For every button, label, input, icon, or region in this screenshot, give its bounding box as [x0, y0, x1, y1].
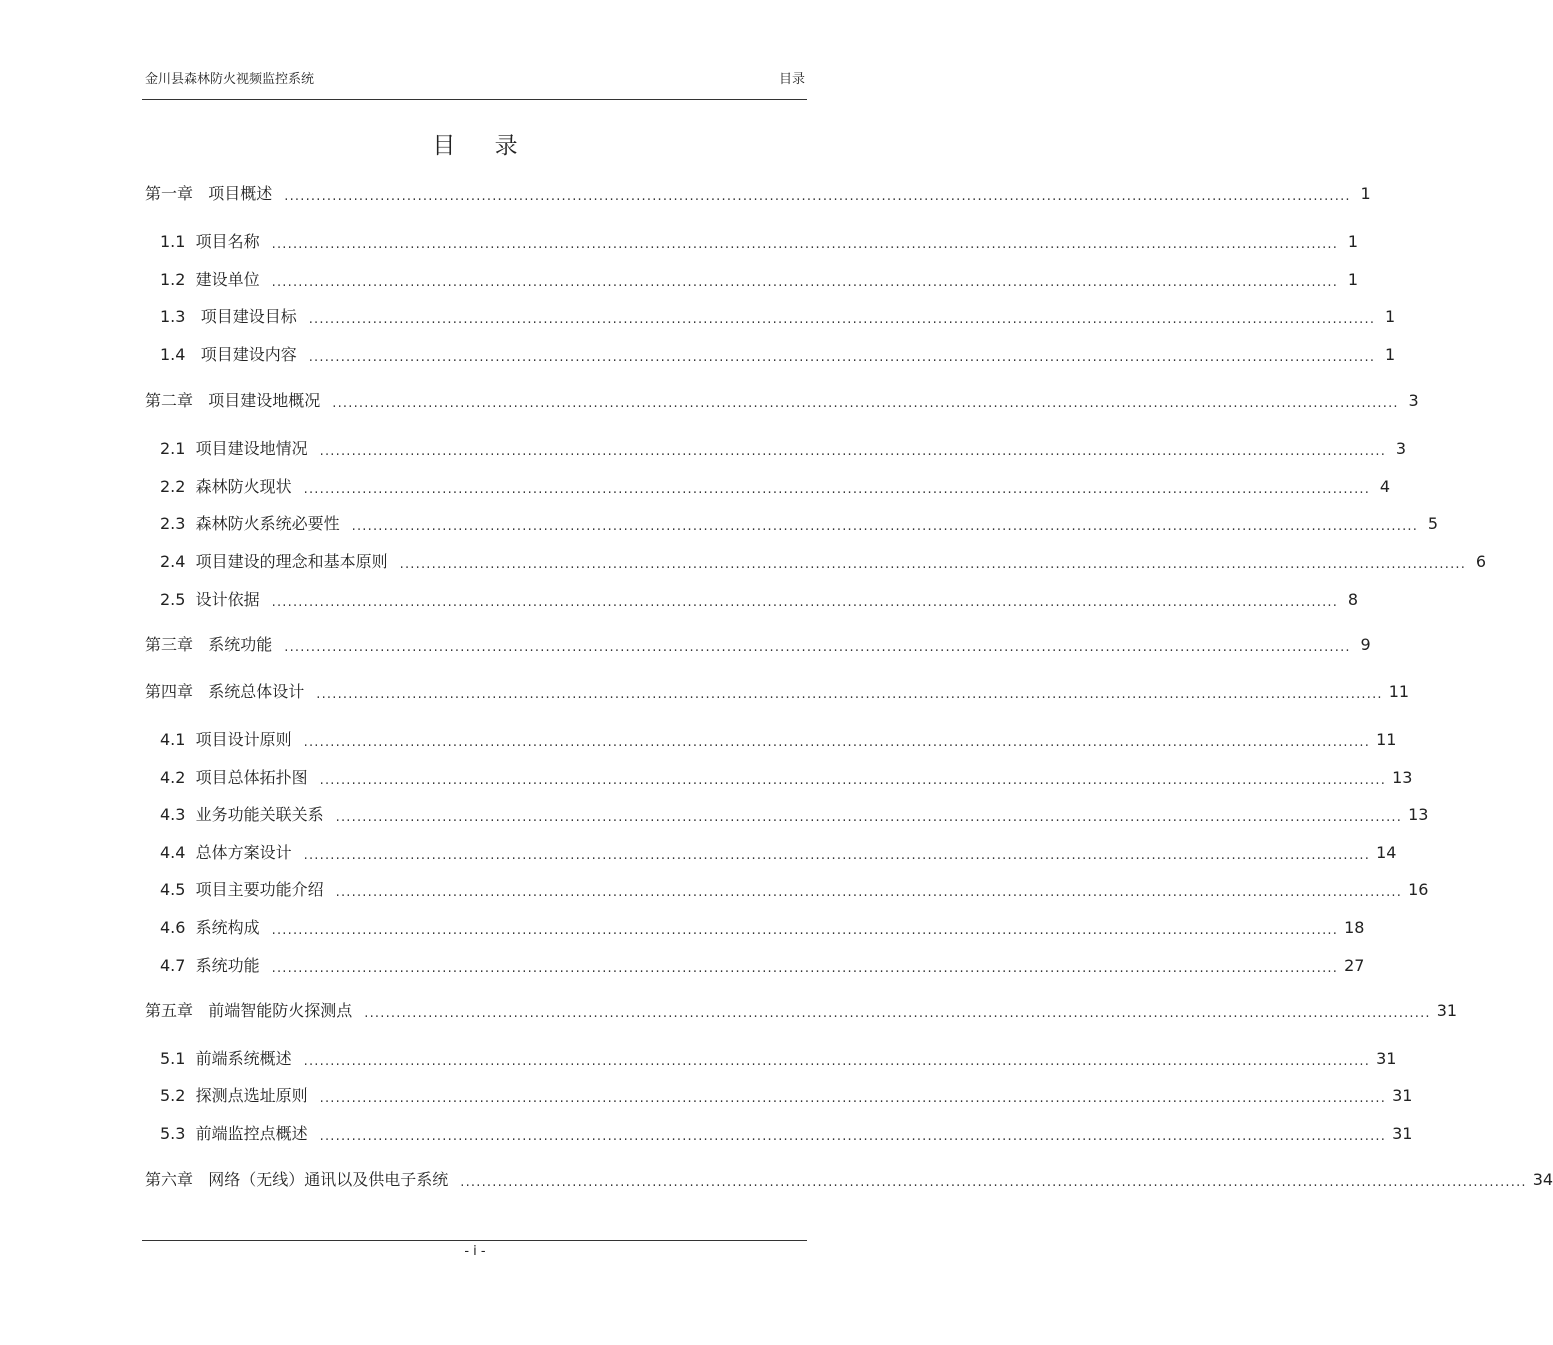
toc-entry-label: 第六章 网络（无线）通讯以及供电子系统 — [145, 1170, 449, 1189]
toc-heading: 目 录 — [432, 133, 534, 159]
toc-entry-label: 1.1 项目名称 — [160, 232, 260, 251]
toc-entry-page: 31 — [1392, 1086, 1413, 1105]
toc-entry[interactable] — [160, 439, 1407, 459]
toc-entry-page: 16 — [1408, 880, 1429, 899]
toc-entry-page: 11 — [1376, 730, 1397, 749]
toc-leader-dots: ........................................................................................................................................................................................................ — [308, 350, 1376, 365]
toc-entry[interactable] — [160, 514, 1439, 534]
toc-entry[interactable] — [160, 270, 1359, 290]
toc-entry-label: 1.3 项目建设目标 — [160, 307, 297, 326]
toc-leader-dots: ........................................................................................................................................................................................................ — [319, 773, 1387, 788]
toc-leader-dots: ........................................................................................................................................................................................................ — [308, 312, 1376, 327]
toc-entry-page: 31 — [1436, 1001, 1458, 1020]
toc-entry[interactable] — [160, 477, 1391, 497]
toc-leader-dots: ........................................................................................................................................................................................................ — [303, 482, 1371, 497]
toc-leader-dots: ........................................................................................................................................................................................................ — [271, 961, 1339, 976]
toc-leader-dots: ........................................................................................................................................................................................................ — [271, 595, 1339, 610]
toc-entry-page: 31 — [1376, 1049, 1397, 1068]
toc-entry-page: 13 — [1392, 768, 1413, 787]
toc-entry-label: 1.4 项目建设内容 — [160, 345, 297, 364]
toc-entry-page: 11 — [1388, 682, 1410, 701]
toc-leader-dots: ........................................................................................................................................................................................................ — [271, 275, 1339, 290]
toc-entry-page: 1 — [1347, 232, 1359, 251]
header-divider — [142, 99, 807, 100]
toc-leader-dots: ........................................................................................................................................................................................................ — [399, 557, 1467, 572]
toc-entry[interactable] — [160, 1124, 1413, 1144]
toc-entry-label: 第五章 前端智能防火探测点 — [145, 1001, 353, 1020]
toc-entry-page: 5 — [1427, 514, 1439, 533]
toc-entry[interactable] — [160, 843, 1397, 863]
toc-leader-dots: ........................................................................................................................................................................................................ — [335, 810, 1403, 825]
toc-leader-dots: ........................................................................................................................................................................................................ — [332, 396, 1399, 411]
toc-entry[interactable] — [160, 768, 1413, 788]
toc-entry[interactable] — [160, 880, 1429, 900]
toc-leader-dots: ........................................................................................................................................................................................................ — [271, 237, 1339, 252]
toc-entry[interactable] — [160, 730, 1397, 750]
toc-entry-label: 5.2 探测点选址原则 — [160, 1086, 308, 1105]
toc-leader-dots: ........................................................................................................................................................................................................ — [460, 1175, 1527, 1190]
toc-entry[interactable] — [160, 552, 1487, 572]
page-number: - i - — [464, 1244, 486, 1259]
toc-leader-dots: ........................................................................................................................................................................................................ — [284, 189, 1351, 204]
toc-entry-label: 2.1 项目建设地情况 — [160, 439, 308, 458]
toc-entry-label: 2.3 森林防火系统必要性 — [160, 514, 340, 533]
toc-entry-label: 5.1 前端系统概述 — [160, 1049, 292, 1068]
toc-entry-page: 4 — [1379, 477, 1391, 496]
toc-entry-label: 4.4 总体方案设计 — [160, 843, 292, 862]
toc-entry-label: 4.6 系统构成 — [160, 918, 260, 937]
toc-leader-dots: ........................................................................................................................................................................................................ — [303, 1054, 1371, 1069]
page-header-section: 目录 — [778, 72, 805, 87]
toc-leader-dots: ........................................................................................................................................................................................................ — [319, 1091, 1387, 1106]
toc-entry-page: 14 — [1376, 843, 1397, 862]
toc-entry-label: 4.1 项目设计原则 — [160, 730, 292, 749]
toc-entry-label: 2.2 森林防火现状 — [160, 477, 292, 496]
toc-entry[interactable] — [145, 1170, 1553, 1190]
toc-entry-page: 18 — [1344, 918, 1365, 937]
toc-entry-page: 31 — [1392, 1124, 1413, 1143]
toc-entry-page: 1 — [1360, 184, 1371, 203]
toc-entry-label: 5.3 前端监控点概述 — [160, 1124, 308, 1143]
toc-entry-label: 第四章 系统总体设计 — [145, 682, 305, 701]
toc-leader-dots: ........................................................................................................................................................................................................ — [303, 735, 1371, 750]
toc-entry[interactable] — [160, 1049, 1397, 1069]
toc-entry[interactable] — [160, 307, 1396, 327]
toc-entry-label: 第二章 项目建设地概况 — [145, 391, 321, 410]
toc-entry[interactable] — [145, 635, 1371, 655]
toc-entry-page: 3 — [1395, 439, 1407, 458]
toc-entry[interactable] — [145, 184, 1371, 204]
toc-entry[interactable] — [145, 682, 1410, 702]
toc-entry-page: 34 — [1532, 1170, 1553, 1189]
toc-entry[interactable] — [160, 918, 1365, 938]
toc-entry[interactable] — [160, 805, 1429, 825]
toc-leader-dots: ........................................................................................................................................................................................................ — [271, 923, 1339, 938]
toc-entry-page: 3 — [1408, 391, 1419, 410]
toc-leader-dots: ........................................................................................................................................................................................................ — [303, 848, 1371, 863]
page-header-title: 金川县森林防火视频监控系统 — [145, 72, 315, 87]
toc-entry-label: 4.3 业务功能关联关系 — [160, 805, 324, 824]
toc-entry[interactable] — [145, 1001, 1458, 1021]
toc-leader-dots: ........................................................................................................................................................................................................ — [319, 444, 1387, 459]
toc-leader-dots: ........................................................................................................................................................................................................ — [364, 1006, 1431, 1021]
toc-entry-label: 4.7 系统功能 — [160, 956, 260, 975]
toc-leader-dots: ........................................................................................................................................................................................................ — [351, 519, 1419, 534]
toc-leader-dots: ........................................................................................................................................................................................................ — [335, 885, 1403, 900]
toc-leader-dots: ........................................................................................................................................................................................................ — [319, 1129, 1387, 1144]
toc-entry-page: 27 — [1344, 956, 1365, 975]
toc-entry-page: 1 — [1347, 270, 1359, 289]
toc-entry[interactable] — [160, 956, 1365, 976]
toc-leader-dots: ........................................................................................................................................................................................................ — [284, 640, 1351, 655]
toc-entry-page: 1 — [1385, 345, 1396, 364]
toc-entry-label: 第三章 系统功能 — [145, 635, 273, 654]
footer-divider — [142, 1240, 807, 1241]
toc-entry[interactable] — [160, 345, 1396, 365]
toc-entry-label: 第一章 项目概述 — [145, 184, 273, 203]
toc-entry-page: 8 — [1347, 590, 1359, 609]
toc-entry-label: 4.2 项目总体拓扑图 — [160, 768, 308, 787]
toc-entry[interactable] — [160, 1086, 1413, 1106]
toc-entry-page: 6 — [1475, 552, 1487, 571]
toc-leader-dots: ........................................................................................................................................................................................................ — [316, 687, 1383, 702]
toc-entry[interactable] — [160, 232, 1359, 252]
toc-entry[interactable] — [145, 391, 1419, 411]
toc-entry-page: 9 — [1360, 635, 1371, 654]
toc-entry[interactable] — [160, 590, 1359, 610]
toc-entry-label: 2.4 项目建设的理念和基本原则 — [160, 552, 388, 571]
toc-entry-label: 4.5 项目主要功能介绍 — [160, 880, 324, 899]
toc-entry-page: 13 — [1408, 805, 1429, 824]
toc-entry-label: 2.5 设计依据 — [160, 590, 260, 609]
toc-entry-label: 1.2 建设单位 — [160, 270, 260, 289]
toc-entry-page: 1 — [1385, 307, 1396, 326]
